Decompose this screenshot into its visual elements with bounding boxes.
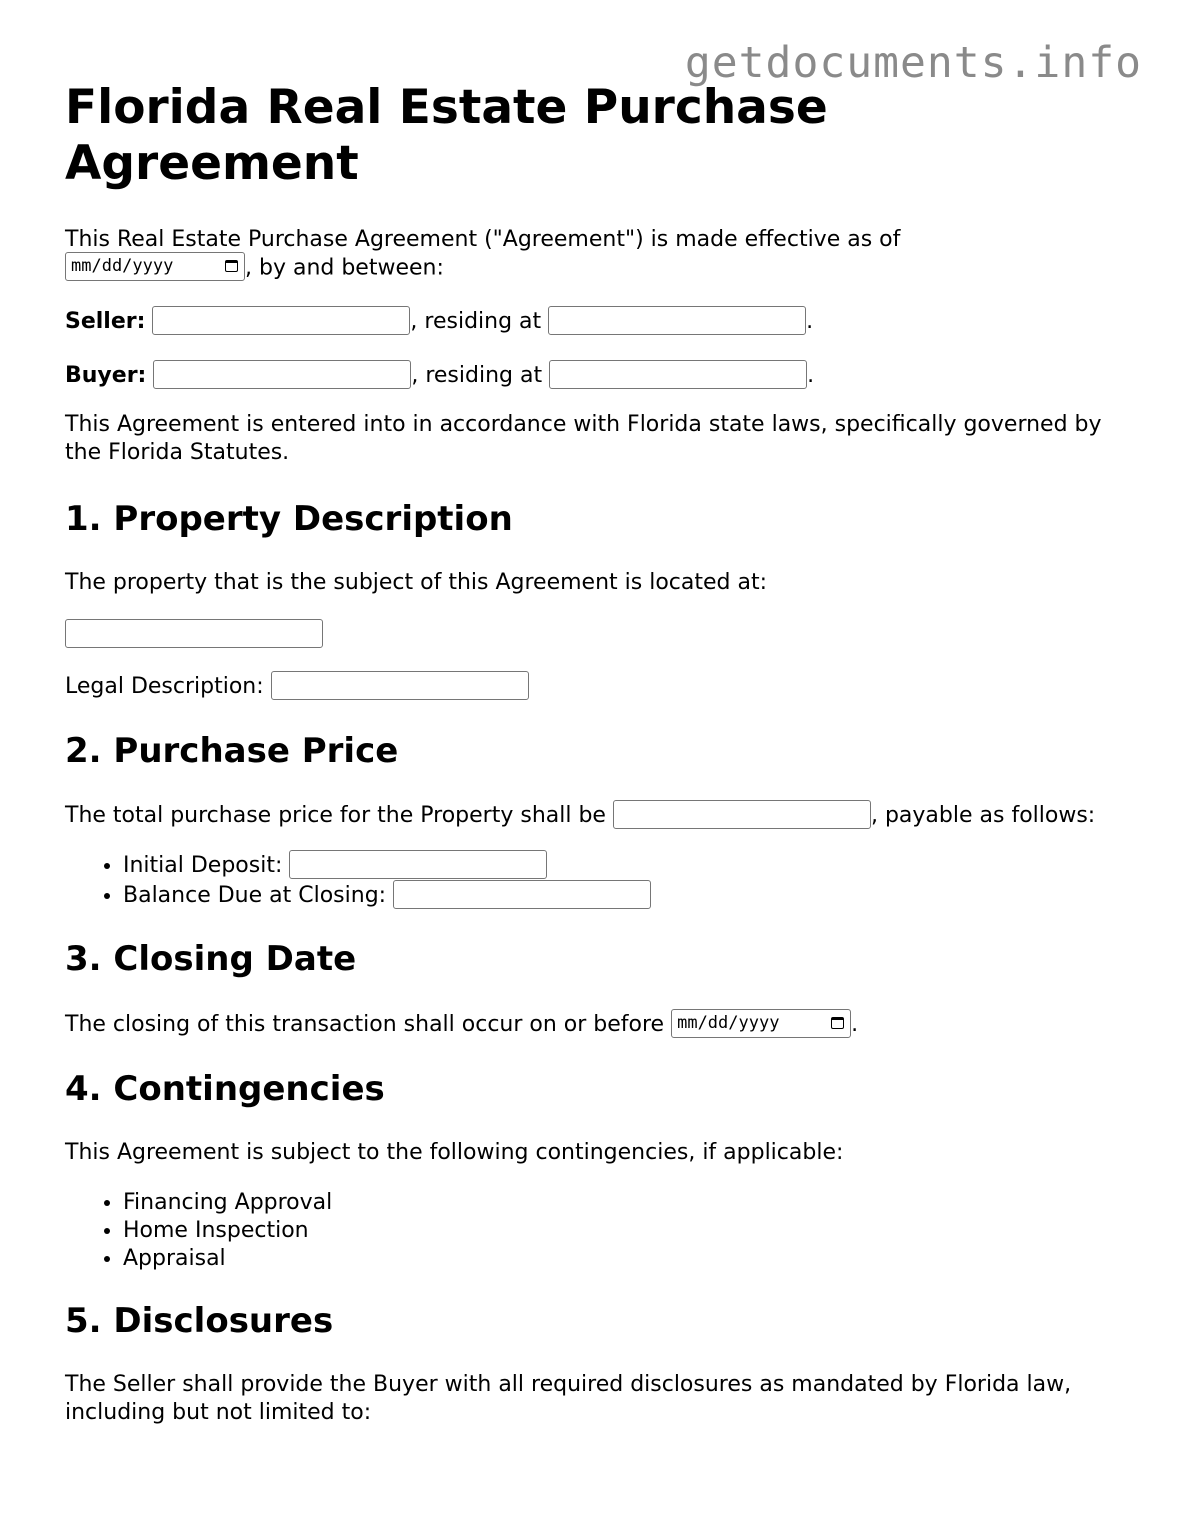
intro-text: This Real Estate Purchase Agreement ("Agreement") is made effective as of [65, 227, 901, 252]
buyer-row-end: . [807, 363, 815, 388]
payment-item [123, 881, 1125, 911]
intro-paragraph [65, 226, 1125, 283]
initial-deposit-input[interactable] [289, 850, 547, 879]
legal-description-input[interactable] [271, 671, 529, 700]
price-text-after: , payable as follows: [870, 803, 1096, 828]
closing-date-placeholder: mm/dd/yyyy [677, 1012, 780, 1033]
contingencies-text: This Agreement is subject to the following contingencies, if applicable: [65, 1140, 844, 1165]
section-disclosures-heading: 5. Disclosures [65, 1301, 334, 1341]
seller-row-end: . [806, 309, 814, 334]
list-item: • Financing Approval [123, 1189, 1125, 1217]
watermark: getdocuments.info [684, 38, 1142, 88]
seller-name-input[interactable] [152, 306, 410, 335]
balance-due-input[interactable] [393, 880, 651, 909]
seller-residing-text: , residing at [410, 309, 542, 334]
price-text-before: The total purchase price for the Property shall be [65, 803, 606, 828]
governing-paragraph: This Agreement is entered into in accordance with Florida state laws, specifically governed by the Florida Statutes. [65, 412, 1102, 465]
property-text: The property that is the subject of this Agreement is located at: [65, 570, 768, 595]
document-body [65, 80, 1125, 1427]
contingencies-list [65, 1189, 1125, 1273]
price-paragraph [65, 801, 1125, 831]
property-address-input[interactable] [65, 619, 323, 648]
effective-date-input[interactable] [65, 252, 245, 281]
seller-label: Seller: [65, 309, 146, 334]
purchase-price-input[interactable] [613, 800, 871, 829]
buyer-row [65, 359, 1125, 393]
intro-after: , by and between: [245, 255, 444, 281]
balance-due-label: Balance Due at Closing: [123, 883, 387, 908]
seller-address-input[interactable] [548, 306, 806, 335]
closing-text: The closing of this transaction shall occur on or before [65, 1012, 665, 1037]
list-item: • Home Inspection [123, 1217, 1125, 1245]
calendar-icon[interactable] [225, 260, 238, 272]
disclosures-text: The Seller shall provide the Buyer with all required disclosures as mandated by Florida law, including but not limited to: [65, 1372, 1072, 1425]
property-address-row [65, 619, 1125, 649]
buyer-name-input[interactable] [153, 360, 411, 389]
seller-row [65, 305, 1125, 339]
buyer-address-input[interactable] [549, 360, 807, 389]
closing-paragraph [65, 1009, 1125, 1041]
section-price-heading: 2. Purchase Price [65, 731, 399, 771]
payment-item [123, 851, 1125, 881]
closing-date-input[interactable] [671, 1009, 851, 1038]
legal-description-row [65, 671, 1125, 703]
list-item: • Appraisal [123, 1245, 1125, 1273]
section-closing-heading: 3. Closing Date [65, 939, 357, 979]
buyer-residing-text: , residing at [411, 363, 543, 388]
closing-end: . [851, 1012, 859, 1037]
section-contingencies-heading: 4. Contingencies [65, 1069, 385, 1109]
section-property-heading: 1. Property Description [65, 499, 513, 539]
effective-date-placeholder: mm/dd/yyyy [71, 256, 174, 276]
page-title: Florida Real Estate Purchase Agreement [65, 80, 828, 191]
payment-list [65, 851, 1125, 911]
buyer-label: Buyer: [65, 363, 147, 388]
legal-description-label: Legal Description: [65, 674, 264, 699]
initial-deposit-label: Initial Deposit: [123, 853, 283, 878]
calendar-icon[interactable] [831, 1017, 844, 1029]
